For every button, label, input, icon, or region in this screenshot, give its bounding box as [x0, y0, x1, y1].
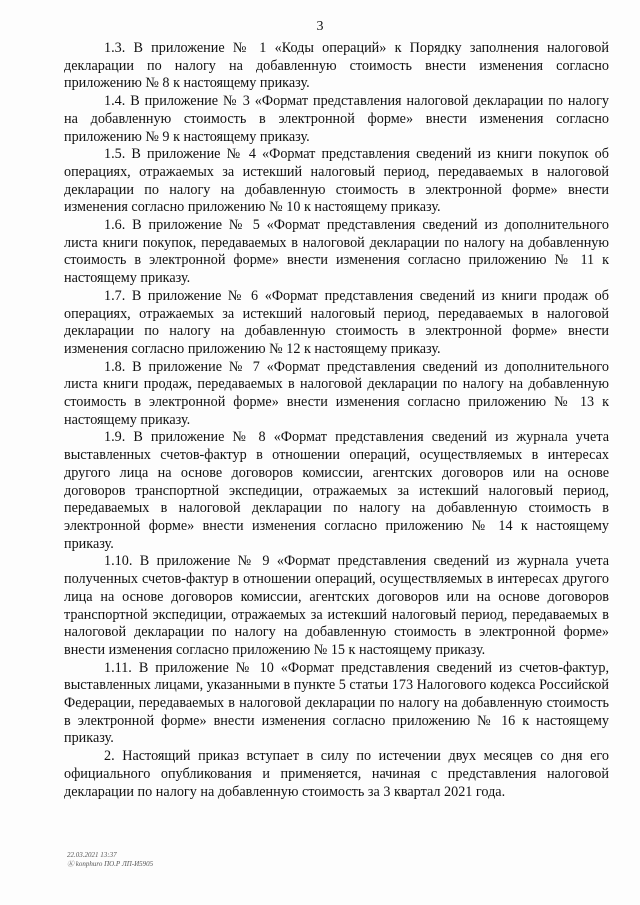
page-number: 3: [316, 19, 324, 34]
paragraph-1-7: 1.7. В приложение № 6 «Формат представления сведений из книги продаж об операциях, отражаемых за истекший налоговый период, передаваемых в налоговой декларации по налогу на добавленную стоимость в электронной форме» внести изменения согласно приложению № 12 к настоящему приказу.: [64, 287, 609, 357]
footer-timestamp: 22.03.2021 13:37: [67, 851, 117, 859]
paragraph-1-10: 1.10. В приложение № 9 «Формат представления сведений из журнала учета полученных счетов-фактур в отношении операций, осуществляемых в интересах другого лица на основе договоров комиссии, агентских договоров или на основе договоров транспортной экспедиции, отражаемых за истекший налоговый период, передаваемых в налоговой декларации по налогу на добавленную стоимость в электронной форме» внести изменения согласно приложению № 15 к настоящему приказу.: [64, 553, 609, 658]
document-body: [64, 40, 609, 801]
paragraph-1-6: 1.6. В приложение № 5 «Формат представления сведений из дополнительного листа книги покупок, передаваемых в налоговой декларации по налогу на добавленную стоимость в электронной форме» внести изменения согласно приложению № 11 к настоящему приказу.: [64, 217, 609, 287]
paragraph-1-4: 1.4. В приложение № 3 «Формат представления налоговой декларации по налогу на добавленную стоимость в электронной форме» внести изменения согласно приложению № 9 к настоящему приказу.: [64, 93, 609, 145]
paragraph-1-3: 1.3. В приложение № 1 «Коды операций» к Порядку заполнения налоговой декларации по налогу на добавленную стоимость внести изменения согласно приложению № 8 к настоящему приказу.: [64, 40, 609, 92]
footer-stamp: [67, 851, 153, 869]
paragraph-2: 2. Настоящий приказ вступает в силу по истечении двух месяцев со дня его официального опубликования и применяется, начиная с представления налоговой декларации по налогу на добавленную стоимость за 3 квартал 2021 года.: [64, 748, 609, 800]
paragraph-1-5: 1.5. В приложение № 4 «Формат представления сведений из книги покупок об операциях, отражаемых за истекший налоговый период, передаваемых в налоговой декларации по налогу на добавленную стоимость в электронной форме» внести изменения согласно приложению № 10 к настоящему приказу.: [64, 146, 609, 216]
paragraph-1-8: 1.8. В приложение № 7 «Формат представления сведений из дополнительного листа книги продаж, передаваемых в налоговой декларации по налогу на добавленную стоимость в электронной форме» внести изменения согласно приложению № 13 к настоящему приказу.: [64, 358, 609, 428]
paragraph-1-9: 1.9. В приложение № 8 «Формат представления сведений из журнала учета выставленных счетов-фактур в отношении операций, осуществляемых в интересах другого лица на основе договоров комиссии, агентских договоров или на основе договоров транспортной экспедиции, отражаемых за истекший налоговый период, передаваемых в налоговой декларации по налогу на добавленную стоимость в электронной форме» внести изменения согласно приложению № 14 к настоящему приказу.: [64, 429, 609, 552]
paragraph-1-11: 1.11. В приложение № 10 «Формат представления сведений из счетов-фактур, выставленных лицами, указанными в пункте 5 статьи 173 Налогового кодекса Российской Федерации, передаваемых в налоговой декларации по налогу на добавленную стоимость в электронной форме» внести изменения согласно приложению № 16 к настоящему приказу.: [64, 659, 609, 747]
footer-doc-code: Ⓚ konphuro ПО.Р ЛП-И5905: [67, 860, 154, 868]
